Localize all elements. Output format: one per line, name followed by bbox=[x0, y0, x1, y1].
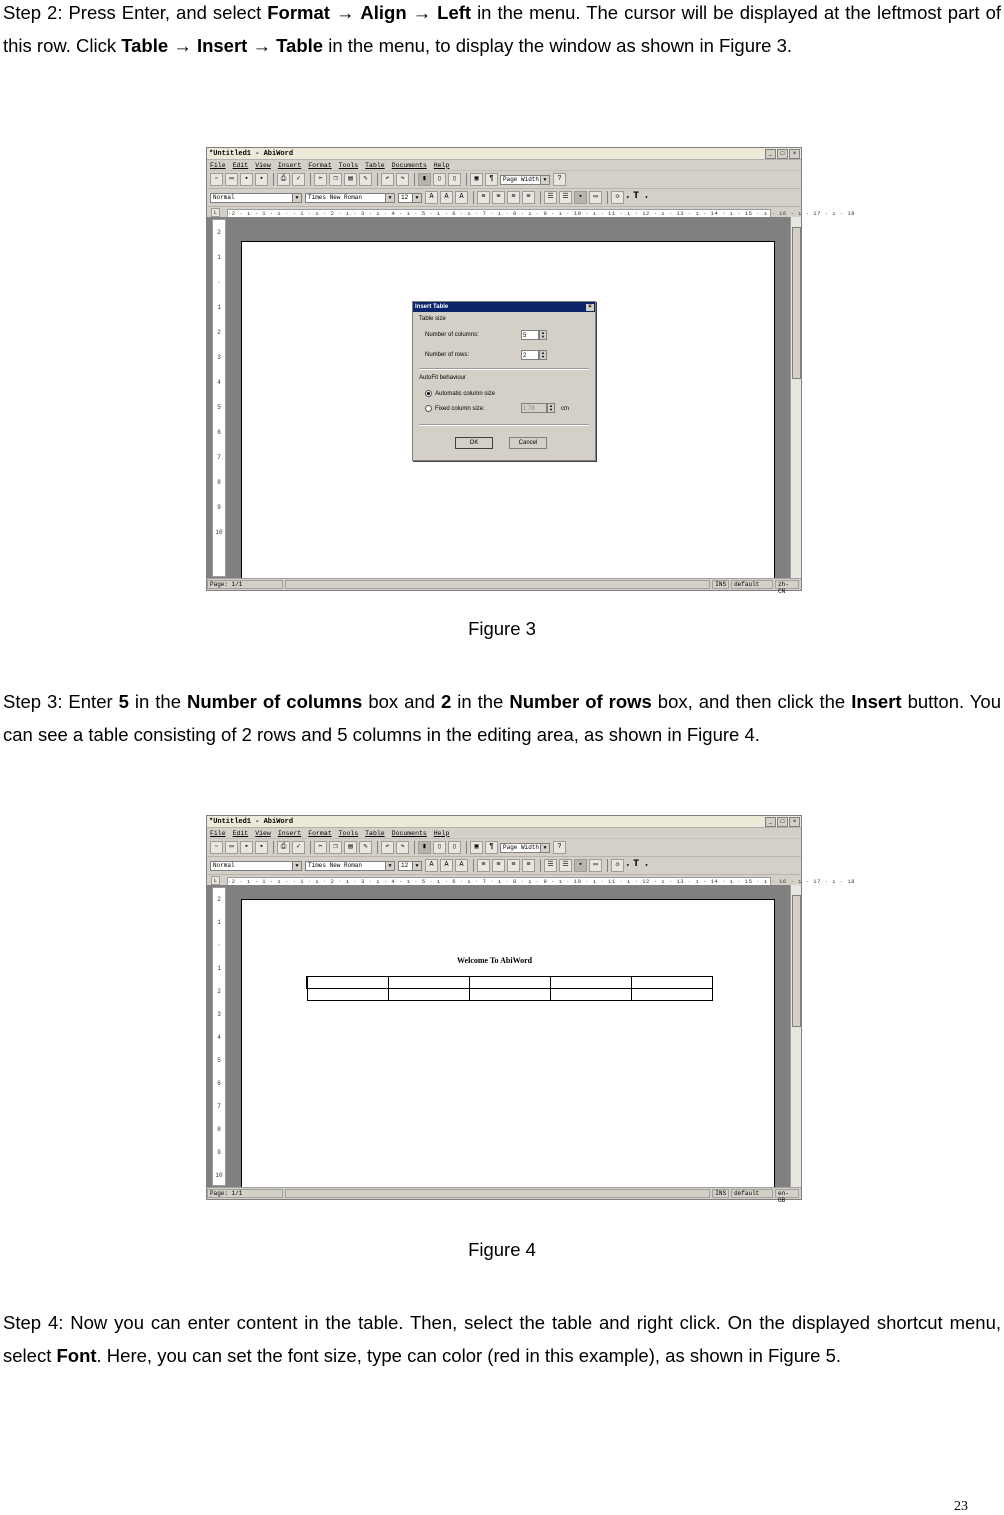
status-default: default bbox=[731, 580, 773, 589]
chevron-down-icon: ▼ bbox=[385, 862, 394, 870]
divider bbox=[419, 424, 589, 426]
outdent-icon[interactable]: ▭ bbox=[589, 859, 602, 872]
ok-button[interactable]: OK bbox=[455, 437, 493, 449]
justify-icon[interactable]: ≡ bbox=[522, 859, 535, 872]
columns-spinner[interactable]: ▲ ▼ bbox=[539, 330, 547, 340]
zoom-select[interactable] bbox=[500, 843, 550, 853]
window-title: *Untitled1 - AbiWord bbox=[209, 149, 294, 158]
text-color-icon[interactable]: T bbox=[633, 859, 640, 870]
chevron-down-icon: ▼ bbox=[292, 862, 301, 870]
vruler-mark: 9 bbox=[217, 504, 221, 511]
menu-documents[interactable]: Documents bbox=[391, 829, 427, 837]
new-icon[interactable]: ▫ bbox=[210, 173, 223, 186]
undo-icon[interactable]: ↶ bbox=[381, 841, 394, 854]
chevron-down-icon[interactable]: ▾ bbox=[626, 862, 630, 869]
menu-tools[interactable]: Tools bbox=[338, 161, 359, 169]
status-message bbox=[285, 580, 710, 589]
vruler-mark: 1 bbox=[217, 304, 221, 311]
copy-icon[interactable]: ❐ bbox=[329, 173, 342, 186]
inserted-table[interactable] bbox=[306, 976, 713, 1001]
chevron-down-icon: ▼ bbox=[292, 194, 301, 202]
unit-label: cm bbox=[561, 406, 569, 412]
table-size-label: Table size bbox=[419, 316, 446, 322]
vruler-mark: 4 bbox=[217, 379, 221, 386]
menu-tools[interactable]: Tools bbox=[338, 829, 359, 837]
copy-icon[interactable]: ❐ bbox=[329, 841, 342, 854]
column1-icon[interactable]: ▮ bbox=[418, 841, 431, 854]
format-painter-icon[interactable]: ✎ bbox=[359, 841, 372, 854]
vruler-mark: 6 bbox=[217, 429, 221, 436]
title-bar bbox=[207, 816, 801, 828]
menu-file[interactable]: File bbox=[210, 829, 226, 837]
figure3-screenshot bbox=[206, 147, 856, 595]
vertical-scrollbar[interactable] bbox=[790, 885, 801, 1188]
show-para-icon[interactable]: ¶ bbox=[485, 841, 498, 854]
size-select[interactable] bbox=[398, 861, 422, 871]
column3-icon[interactable]: ▯ bbox=[448, 173, 461, 186]
status-page: Page: 1/1 bbox=[207, 1189, 283, 1198]
bold-icon[interactable]: A bbox=[425, 191, 438, 204]
fixed-size-spinner[interactable]: ▲ ▼ bbox=[547, 403, 555, 413]
spell-icon[interactable]: ✓ bbox=[292, 841, 305, 854]
divider bbox=[419, 368, 589, 370]
insert-image-icon[interactable]: ▣ bbox=[470, 173, 483, 186]
vruler-mark: 3 bbox=[217, 1011, 221, 1018]
text: in the menu, to display the window as shown in Figure 3. bbox=[323, 35, 793, 56]
vertical-ruler bbox=[212, 219, 226, 577]
help-icon[interactable]: ? bbox=[553, 173, 566, 186]
chevron-down-icon[interactable]: ▾ bbox=[626, 194, 630, 201]
undo-icon[interactable]: ↶ bbox=[381, 173, 394, 186]
style-select[interactable] bbox=[210, 193, 302, 203]
vruler-mark: 3 bbox=[217, 354, 221, 361]
menu-edit[interactable]: Edit bbox=[232, 161, 249, 169]
close-icon[interactable]: × bbox=[586, 304, 594, 311]
bold-format: Format bbox=[267, 2, 330, 23]
table-cell[interactable] bbox=[307, 977, 389, 989]
column2-icon[interactable]: ▯ bbox=[433, 173, 446, 186]
paste-icon[interactable]: ▤ bbox=[344, 173, 357, 186]
close-icon[interactable]: × bbox=[789, 817, 800, 827]
zoom-value: Page Width bbox=[503, 176, 540, 183]
vruler-mark: 9 bbox=[217, 1149, 221, 1156]
open-icon[interactable]: ▭ bbox=[225, 173, 238, 186]
redo-icon[interactable]: ↷ bbox=[396, 841, 409, 854]
bold-insert: Insert bbox=[196, 35, 248, 56]
vruler-mark: · bbox=[217, 942, 221, 949]
text: button. You can see a table consisting of 2 rows and 5 columns in the editing area, as shown in Figure 4. bbox=[3, 691, 1001, 745]
style-value: Normal bbox=[213, 862, 235, 869]
font-select[interactable] bbox=[305, 861, 395, 871]
step4-paragraph bbox=[3, 1306, 1001, 1372]
menu-edit[interactable]: Edit bbox=[232, 829, 249, 837]
radio-icon bbox=[425, 405, 432, 412]
bold-icon[interactable]: A bbox=[425, 859, 438, 872]
table-cell[interactable] bbox=[470, 977, 551, 989]
bold-insert: Insert bbox=[851, 691, 902, 712]
text: box and bbox=[362, 691, 441, 712]
chevron-down-icon: ▼ bbox=[540, 176, 549, 184]
numbered-list-icon[interactable]: ☰ bbox=[544, 191, 557, 204]
vruler-mark: 1 bbox=[217, 919, 221, 926]
vruler-mark: 1 bbox=[217, 254, 221, 261]
vruler-mark: 6 bbox=[217, 1080, 221, 1087]
rows-input[interactable]: 2 bbox=[521, 350, 539, 360]
menu-file[interactable]: File bbox=[210, 161, 226, 169]
menu-bar bbox=[207, 160, 801, 171]
vruler-mark: 5 bbox=[217, 1057, 221, 1064]
show-para-icon[interactable]: ¶ bbox=[485, 173, 498, 186]
autofit-label: AutoFit behaviour bbox=[419, 375, 467, 381]
format-toolbar bbox=[207, 857, 801, 875]
dialog-title-bar bbox=[413, 302, 595, 312]
vruler-mark: 10 bbox=[215, 1172, 223, 1179]
menu-insert[interactable]: Insert bbox=[277, 161, 302, 169]
status-page: Page: 1/1 bbox=[207, 580, 283, 589]
rows-spinner[interactable]: ▲ ▼ bbox=[539, 350, 547, 360]
menu-help[interactable]: Help bbox=[433, 829, 450, 837]
menu-view[interactable]: View bbox=[255, 161, 271, 169]
spell-icon[interactable]: ✓ bbox=[292, 173, 305, 186]
text: box, and then click the bbox=[651, 691, 852, 712]
auto-column-radio[interactable] bbox=[425, 390, 495, 397]
fixed-column-radio[interactable] bbox=[425, 405, 485, 412]
paste-icon[interactable]: ▤ bbox=[344, 841, 357, 854]
columns-input[interactable]: 5 bbox=[521, 330, 539, 340]
table-cell[interactable] bbox=[551, 989, 632, 1001]
insert-table-dialog bbox=[412, 301, 596, 461]
zoom-select[interactable] bbox=[500, 175, 550, 185]
arrow: → bbox=[406, 2, 438, 23]
dialog-title: Insert Table bbox=[415, 304, 449, 310]
redo-icon[interactable]: ↷ bbox=[396, 173, 409, 186]
bold-font: Font bbox=[56, 1345, 97, 1366]
status-ins: INS bbox=[712, 580, 729, 589]
table-row bbox=[307, 989, 713, 1001]
page-number: 23 bbox=[954, 1499, 968, 1514]
bold-2: 2 bbox=[440, 691, 452, 712]
bold-number-of-rows: Number of rows bbox=[509, 691, 652, 712]
column1-icon[interactable]: ▮ bbox=[418, 173, 431, 186]
font-value: Times New Roman bbox=[308, 862, 363, 869]
underline-icon[interactable]: A bbox=[455, 191, 468, 204]
maximize-icon[interactable]: □ bbox=[777, 149, 788, 159]
italic-icon[interactable]: A bbox=[440, 859, 453, 872]
window-title: *Untitled1 - AbiWord bbox=[209, 817, 294, 826]
arrow: → bbox=[247, 35, 277, 56]
text: in the bbox=[451, 691, 510, 712]
align-right-icon[interactable]: ≡ bbox=[507, 859, 520, 872]
bold-left: Left bbox=[437, 2, 472, 23]
text: . Here, you can set the font size, type can color (red in this example), as shown in Figure 5. bbox=[96, 1345, 842, 1366]
close-icon[interactable]: × bbox=[789, 149, 800, 159]
ruler-scale: ·2 · ı · 1 · ı · · 1 · ı · 2 · ı · 3 · ı · 4 · ı · 5 · ı · 6 · ı · 7 · ı · 8 · ı · 9 · ı · 10 · ı · 11 · ı · 12 · ı · 13 · ı · 14 · ı · 15 · ı · 16 · ı · 17 · ı · 18 bbox=[228, 210, 856, 217]
table-row bbox=[307, 977, 713, 989]
chevron-down-icon: ▼ bbox=[412, 194, 421, 202]
status-language: zh-CN bbox=[775, 580, 799, 589]
font-value: Times New Roman bbox=[308, 194, 363, 201]
vertical-ruler bbox=[212, 887, 226, 1186]
maximize-icon[interactable]: □ bbox=[777, 817, 788, 827]
table-cell[interactable] bbox=[307, 989, 389, 1001]
table-cell[interactable] bbox=[551, 977, 632, 989]
table-cell[interactable] bbox=[632, 977, 713, 989]
text: Step 2: Press Enter, and select bbox=[3, 2, 268, 23]
menu-table[interactable]: Table bbox=[365, 161, 385, 169]
cut-icon[interactable]: ✂ bbox=[314, 173, 327, 186]
save-as-icon[interactable]: ▪ bbox=[255, 173, 268, 186]
menu-bar bbox=[207, 828, 801, 839]
cancel-button[interactable]: Cancel bbox=[509, 437, 547, 449]
vruler-mark: 2 bbox=[217, 988, 221, 995]
text-color-icon[interactable]: T bbox=[633, 191, 640, 202]
outdent-icon[interactable]: ▭ bbox=[589, 191, 602, 204]
italic-icon[interactable]: A bbox=[440, 191, 453, 204]
table-cell[interactable] bbox=[470, 989, 551, 1001]
font-select[interactable] bbox=[305, 193, 395, 203]
print-icon[interactable]: ⎙ bbox=[277, 173, 290, 186]
table-cell[interactable] bbox=[632, 989, 713, 1001]
text: Step 4: Now you can enter content in the table. Then, select the table and right click. On the displayed shortcut menu, select bbox=[3, 1312, 1001, 1366]
arrow: → bbox=[329, 2, 361, 23]
vruler-mark: 5 bbox=[217, 404, 221, 411]
align-center-icon[interactable]: ≡ bbox=[492, 859, 505, 872]
bold-5: 5 bbox=[118, 691, 129, 712]
help-icon[interactable]: ? bbox=[553, 841, 566, 854]
columns-label: Number of columns: bbox=[425, 332, 479, 338]
chevron-down-icon[interactable]: ▾ bbox=[644, 862, 649, 869]
chevron-down-icon: ▼ bbox=[412, 862, 421, 870]
cut-icon[interactable]: ✂ bbox=[314, 841, 327, 854]
print-icon[interactable]: ⎙ bbox=[277, 841, 290, 854]
numbered-list-icon[interactable]: ☰ bbox=[544, 859, 557, 872]
menu-help[interactable]: Help bbox=[433, 161, 450, 169]
column3-icon[interactable]: ▯ bbox=[448, 841, 461, 854]
menu-format[interactable]: Format bbox=[308, 161, 332, 169]
status-ins: INS bbox=[712, 1189, 729, 1198]
radio-icon bbox=[425, 390, 432, 397]
standard-toolbar bbox=[207, 839, 801, 857]
vruler-mark: 4 bbox=[217, 1034, 221, 1041]
highlight-icon[interactable]: ◇ bbox=[611, 191, 624, 204]
bold-table: Table bbox=[121, 35, 169, 56]
style-select[interactable] bbox=[210, 861, 302, 871]
minimize-icon[interactable]: _ bbox=[765, 149, 776, 159]
vruler-mark: · bbox=[217, 279, 221, 286]
highlight-icon[interactable]: ◇ bbox=[611, 859, 624, 872]
indent-icon[interactable]: ▪ bbox=[574, 859, 587, 872]
fixed-column-label: Fixed column size: bbox=[435, 406, 485, 413]
format-toolbar bbox=[207, 189, 801, 207]
style-value: Normal bbox=[213, 194, 235, 201]
save-as-icon[interactable]: ▪ bbox=[255, 841, 268, 854]
document-area[interactable] bbox=[207, 217, 801, 579]
rows-label: Number of rows: bbox=[425, 352, 470, 358]
vruler-mark: 2 bbox=[217, 329, 221, 336]
vertical-scrollbar[interactable] bbox=[790, 217, 801, 579]
fixed-size-input[interactable]: 1.78 bbox=[521, 403, 547, 413]
menu-insert[interactable]: Insert bbox=[277, 829, 302, 837]
vruler-mark: 8 bbox=[217, 479, 221, 486]
bullet-list-icon[interactable]: ☰ bbox=[559, 191, 572, 204]
status-language: en-GB bbox=[775, 1189, 799, 1198]
figure4-caption: Figure 4 bbox=[468, 1239, 536, 1260]
page-sheet[interactable] bbox=[241, 899, 775, 1191]
save-icon[interactable]: ▪ bbox=[240, 173, 253, 186]
document-area[interactable] bbox=[207, 885, 801, 1188]
align-right-icon[interactable]: ≡ bbox=[507, 191, 520, 204]
format-painter-icon[interactable]: ✎ bbox=[359, 173, 372, 186]
vruler-mark: 1 bbox=[217, 965, 221, 972]
menu-documents[interactable]: Documents bbox=[391, 161, 427, 169]
open-icon[interactable]: ▭ bbox=[225, 841, 238, 854]
standard-toolbar bbox=[207, 171, 801, 189]
column2-icon[interactable]: ▯ bbox=[433, 841, 446, 854]
underline-icon[interactable]: A bbox=[455, 859, 468, 872]
zoom-value: Page Width bbox=[503, 844, 540, 851]
chevron-down-icon: ▼ bbox=[385, 194, 394, 202]
status-bar bbox=[207, 1187, 801, 1204]
align-left-icon[interactable]: ≡ bbox=[477, 191, 490, 204]
minimize-icon[interactable]: _ bbox=[765, 817, 776, 827]
menu-format[interactable]: Format bbox=[308, 829, 332, 837]
document-heading: Welcome To AbiWord bbox=[457, 956, 533, 965]
menu-table[interactable]: Table bbox=[365, 829, 385, 837]
figure3-caption: Figure 3 bbox=[468, 618, 536, 639]
vruler-mark: 7 bbox=[217, 454, 221, 461]
size-select[interactable] bbox=[398, 193, 422, 203]
table-cell[interactable] bbox=[389, 977, 470, 989]
status-message bbox=[285, 1189, 710, 1198]
new-icon[interactable]: ▫ bbox=[210, 841, 223, 854]
save-icon[interactable]: ▪ bbox=[240, 841, 253, 854]
step2-paragraph bbox=[3, 0, 1001, 62]
table-cell[interactable] bbox=[389, 989, 470, 1001]
size-value: 12 bbox=[401, 862, 409, 869]
scroll-thumb[interactable] bbox=[792, 895, 801, 1027]
ruler-scale: ·2 · ı · 1 · ı · · 1 · ı · 2 · ı · 3 · ı · 4 · ı · 5 · ı · 6 · ı · 7 · ı · 8 · ı · 9 · ı · 10 · ı · 11 · ı · 12 · ı · 13 · ı · 14 · ı · 15 · ı · 16 · ı · 17 · ı · 18 bbox=[228, 878, 856, 885]
figure4-screenshot bbox=[206, 815, 856, 1204]
title-bar bbox=[207, 148, 801, 160]
bold-number-of-columns: Number of columns bbox=[186, 691, 363, 712]
scroll-thumb[interactable] bbox=[792, 227, 801, 379]
tab-stop-icon[interactable]: L bbox=[211, 876, 220, 885]
text: in the bbox=[128, 691, 187, 712]
vruler-mark: 7 bbox=[217, 1103, 221, 1110]
vruler-mark: 10 bbox=[215, 529, 223, 536]
justify-icon[interactable]: ≡ bbox=[522, 191, 535, 204]
align-left-icon[interactable]: ≡ bbox=[477, 859, 490, 872]
align-center-icon[interactable]: ≡ bbox=[492, 191, 505, 204]
text: Step 3: Enter bbox=[3, 691, 119, 712]
chevron-down-icon: ▼ bbox=[540, 844, 549, 852]
tab-stop-icon[interactable]: L bbox=[211, 208, 220, 217]
vruler-mark: 2 bbox=[217, 229, 221, 236]
vruler-mark: 8 bbox=[217, 1126, 221, 1133]
bullet-list-icon[interactable]: ☰ bbox=[559, 859, 572, 872]
bold-align: Align bbox=[360, 2, 407, 23]
arrow: → bbox=[168, 35, 197, 56]
bold-table: Table bbox=[276, 35, 324, 56]
indent-icon[interactable]: ▪ bbox=[574, 191, 587, 204]
size-value: 12 bbox=[401, 194, 409, 201]
chevron-down-icon[interactable]: ▾ bbox=[644, 194, 649, 201]
insert-image-icon[interactable]: ▣ bbox=[470, 841, 483, 854]
text: in the menu. The cursor will be displayed at the leftmost part of this row. Click bbox=[3, 2, 1002, 56]
step3-paragraph bbox=[3, 685, 1001, 751]
menu-view[interactable]: View bbox=[255, 829, 271, 837]
vruler-mark: 2 bbox=[217, 896, 221, 903]
auto-column-label: Automatic column size bbox=[435, 391, 496, 398]
status-bar bbox=[207, 578, 801, 595]
status-default: default bbox=[731, 1189, 773, 1198]
